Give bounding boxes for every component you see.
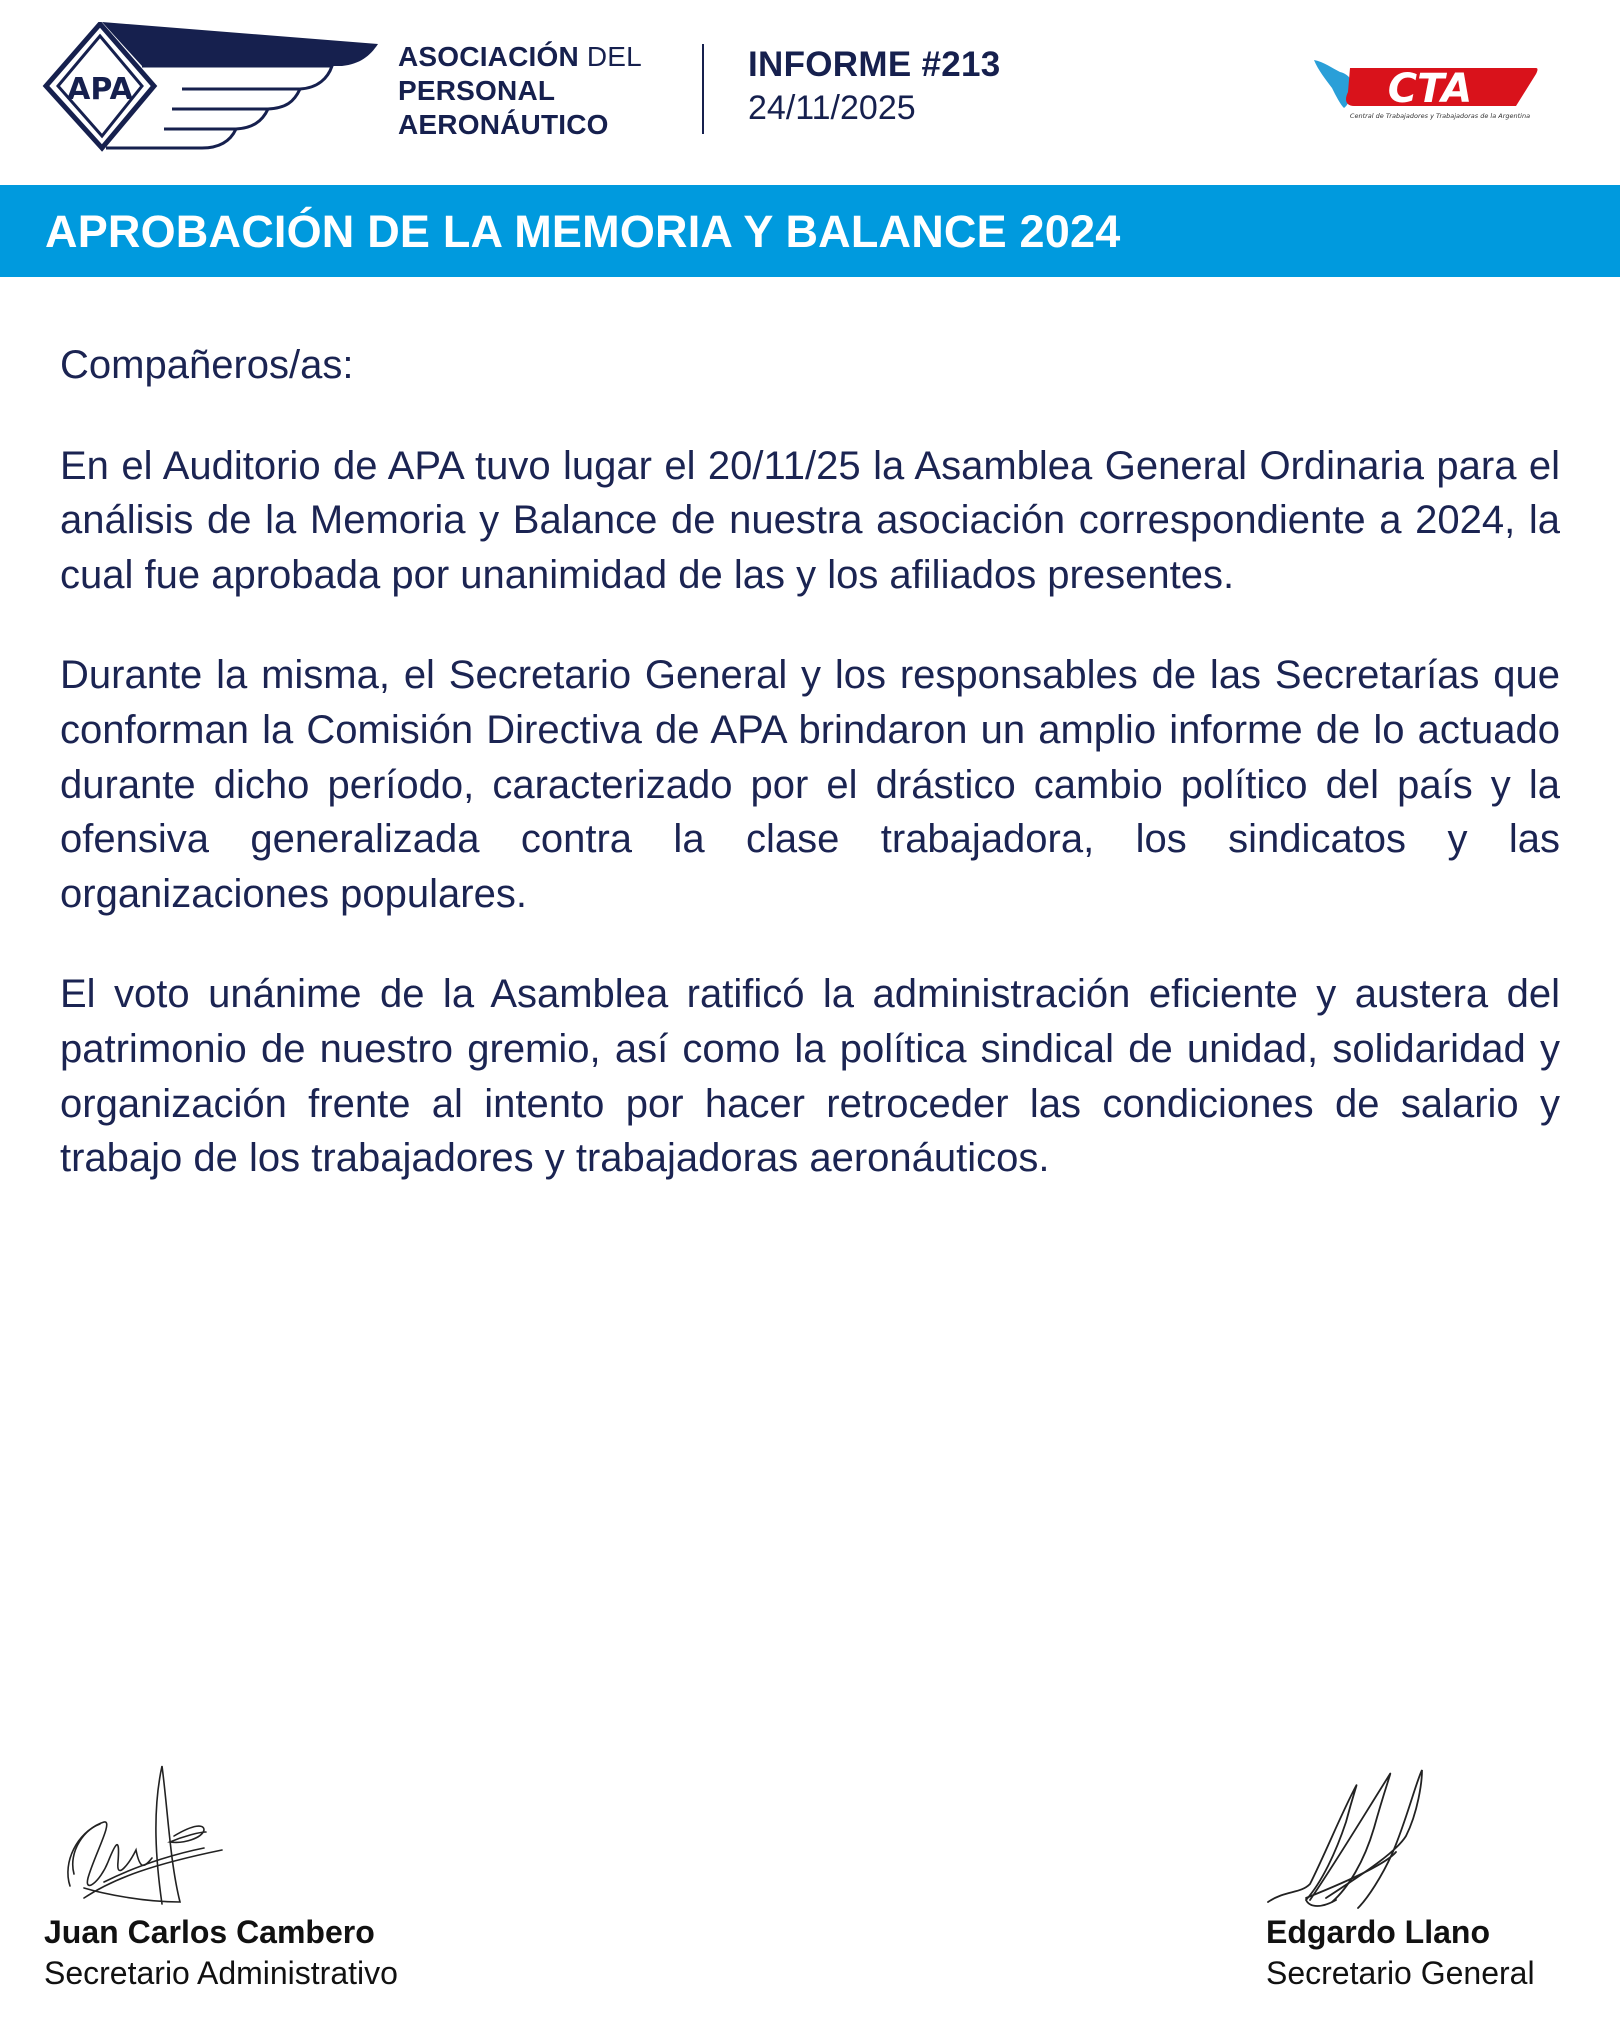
report-date: 24/11/2025 [748,89,916,127]
cta-tagline: Central de Trabajadores y Trabajadoras de la Argentina [1349,112,1531,120]
apa-logo-text: APA [67,72,133,107]
document-title: APROBACIÓN DE LA MEMORIA Y BALANCE 2024 [45,206,1121,257]
signature-cambero-icon [44,1752,224,1912]
cta-logo-icon [1310,52,1540,124]
signature-llano-icon [1266,1752,1446,1912]
signer-block-right [1266,1752,1535,1994]
signer-block-left [44,1752,398,1994]
header-divider [702,44,704,134]
org-name-line-2: PERSONAL [398,75,556,106]
org-name-line-3: AERONÁUTICO [398,109,609,140]
title-band [0,185,1620,277]
greeting: Compañeros/as: [60,343,354,387]
signer-role: Secretario Administrativo [44,1955,398,1991]
document-body [60,338,1560,1232]
cta-logo-text: CTA [1387,66,1473,112]
org-name-line-1-bold: ASOCIACIÓN [398,41,579,72]
paragraph: En el Auditorio de APA tuvo lugar el 20/11/25 la Asamblea General Ordinaria para el análisis de la Memoria y Balance de nuestra asociación correspondiente a 2024, la cual fue aprobada por unanimidad de las y los afiliados presentes. [60,443,1560,597]
signer-role: Secretario General [1266,1955,1535,1991]
paragraph: Durante la misma, el Secretario General y los responsables de las Secretarías que conforman la Comisión Directiva de APA brindaron un amplio informe de lo actuado durante dicho período, caracterizado por el drástico cambio político del país y la ofensiva generalizada contra la clase trabajadora, los sindicatos y las organizaciones populares. [60,653,1560,916]
signer-name: Edgardo Llano [1266,1914,1490,1950]
organization-name [398,40,642,142]
apa-winged-logo-icon [42,22,378,154]
paragraph: El voto unánime de la Asamblea ratificó la administración eficiente y austera del patrimonio de nuestro gremio, así como la política sindical de unidad, solidaridad y organización frente al intento por hacer retroceder las condiciones de salario y trabajo de los trabajadores y trabajadoras aeronáuticos. [60,972,1560,1181]
org-name-line-1-light: DEL [586,41,642,72]
report-number: INFORME #213 [748,45,1001,84]
letterhead [0,0,1620,185]
report-info [748,44,1001,130]
signer-name: Juan Carlos Cambero [44,1914,375,1950]
